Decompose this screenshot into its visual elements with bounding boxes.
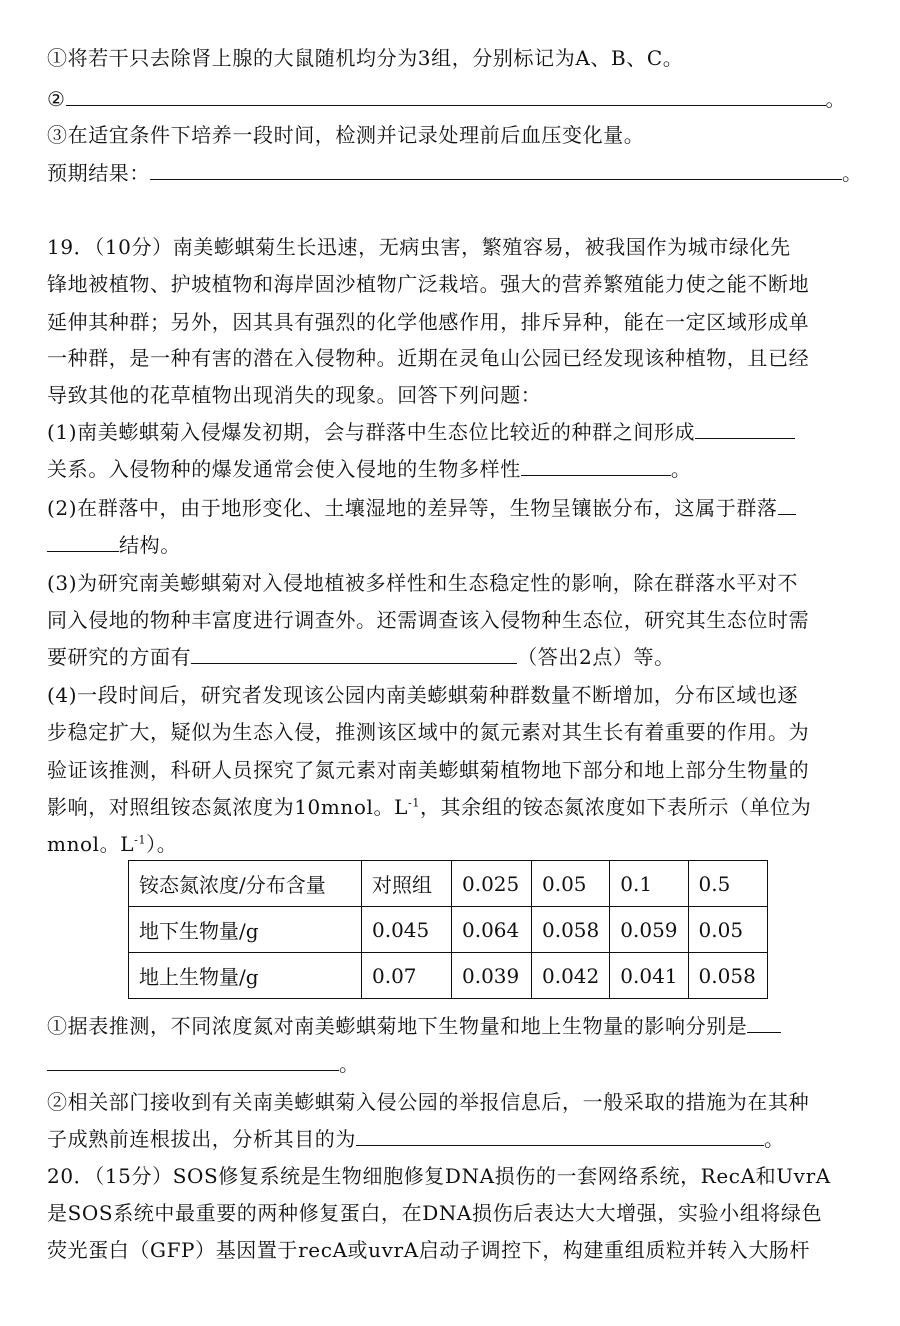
q19-part4-line3: 验证该推测，科研人员探究了氮元素对南美蟛蜞菊植物地下部分和地上部分生物量的 [47, 758, 810, 782]
q18-result-prefix: 预期结果： [47, 161, 150, 185]
q19-part1-text: (1)南美蟛蜞菊入侵爆发初期，会与群落中生态位比较近的种群之间形成 [47, 420, 696, 444]
q19-intro-line-2: 锋地被植物、护坡植物和海岸固沙植物广泛栽培。强大的营养繁殖能力使之能不断地 [47, 272, 810, 296]
q18-result-suffix: 。 [842, 161, 863, 185]
q19-part3-line3-prefix: 要研究的方面有 [47, 645, 192, 669]
q19-part3-line1: (3)为研究南美蟛蜞菊对入侵地植被多样性和生态稳定性的影响，除在群落水平对不 [47, 571, 799, 595]
table-cell: 0.064 [452, 907, 532, 953]
q19-intro-line-3: 延伸其种群；另外，因其具有强烈的化学他感作用，排斥异种，能在一定区域形成单 [47, 310, 810, 334]
table-header-cell: 0.05 [532, 861, 610, 907]
q19-sub1-text: ①据表推测，不同浓度氮对南美蟛蜞菊地下生物量和地上生物量的影响分别是 [47, 1014, 748, 1038]
q19-intro-line-1: 19．（10分）南美蟛蜞菊生长迅速，无病虫害，繁殖容易，被我国作为城市绿化先 [47, 235, 791, 259]
q19-part4-line4-b: ，其余组的铵态氮浓度如下表所示（单位为 [419, 795, 812, 819]
q19-part2-answer-blank[interactable] [47, 531, 119, 552]
q19-part2-line2 [47, 531, 181, 559]
q19-part4-line5-exponent: -1 [134, 833, 147, 847]
table-header-cell: 0.025 [452, 861, 532, 907]
q20-line-2: 是SOS系统中最重要的两种修复蛋白，在DNA损伤后表达大大增强，实验小组将绿色 [47, 1201, 823, 1225]
q19-sub1-line2 [47, 1050, 360, 1078]
q19-part2-line2-suffix: 结构。 [119, 533, 181, 557]
q19-intro-line-5: 导致其他的花草植物出现消失的现象。回答下列问题： [47, 383, 542, 407]
table-cell: 地下生物量/g [129, 907, 362, 953]
q19-part2-line1 [47, 494, 796, 522]
table-cell: 0.041 [610, 953, 688, 999]
table-cell: 0.039 [452, 953, 532, 999]
table-cell: 0.059 [610, 907, 688, 953]
q19-part4-line5-b: ）。 [146, 832, 178, 856]
q19-part4-line4-a: 影响，对照组铵态氮浓度为10mnol。L [47, 795, 409, 819]
q19-part1-line1 [47, 418, 795, 446]
q19-sub1-line2-suffix: 。 [339, 1052, 360, 1076]
q19-part2-answer-blank-start[interactable] [778, 494, 796, 515]
table-cell: 0.058 [532, 907, 610, 953]
q19-sub1-line1 [47, 1012, 781, 1040]
table-row [129, 907, 768, 953]
q18-step2-suffix: 。 [825, 87, 847, 111]
table-header-cell: 0.5 [688, 861, 767, 907]
table-cell: 0.058 [688, 953, 767, 999]
table-cell: 0.07 [362, 953, 452, 999]
q18-step2-answer-blank[interactable] [66, 85, 826, 106]
q19-intro-line-4: 一种群，是一种有害的潜在入侵物种。近期在灵龟山公园已经发现该种植物，且已经 [47, 346, 810, 370]
q19-sub2-answer-blank[interactable] [356, 1125, 764, 1146]
q19-part4-line4-exponent: -1 [408, 796, 420, 810]
q18-step3: ③在适宜条件下培养一段时间，检测并记录处理前后血压变化量。 [47, 123, 645, 147]
nitrogen-biomass-table [128, 860, 768, 999]
q19-sub2-line2 [47, 1125, 785, 1153]
q19-sub2-line2-prefix: 子成熟前连根拔出，分析其目的为 [47, 1127, 356, 1151]
q19-part3-line3 [47, 643, 675, 671]
q19-part3-line2: 同入侵地的物种丰富度进行调查外。还需调查该入侵物种生态位，研究其生态位时需 [47, 608, 810, 632]
table-row [129, 953, 768, 999]
q20-line-3: 荧光蛋白（GFP）基因置于recA或uvrA启动子调控下，构建重组质粒并转入大肠杆 [47, 1238, 811, 1262]
table-header-cell: 0.1 [610, 861, 688, 907]
q18-step1: ①将若干只去除肾上腺的大鼠随机均分为3组，分别标记为A、B、C。 [47, 46, 684, 70]
q20-line-1: 20．（15分）SOS修复系统是生物细胞修复DNA损伤的一套网络系统，RecA和UvrA [47, 1164, 831, 1188]
q19-sub2-line1: ②相关部门接收到有关南美蟛蜞菊入侵公园的举报信息后，一般采取的措施为在其种 [47, 1090, 810, 1114]
q18-result [47, 159, 863, 187]
q19-part1-line2 [47, 455, 691, 483]
q19-part2-text: (2)在群落中，由于地形变化、土壤湿地的差异等，生物呈镶嵌分布，这属于群落 [47, 496, 778, 520]
table-cell: 地上生物量/g [129, 953, 362, 999]
q19-part1-line2-suffix: 。 [670, 457, 692, 481]
q19-part4-line2: 步稳定扩大，疑似为生态入侵，推测该区域中的氮元素对其生长有着重要的作用。为 [47, 720, 810, 744]
q19-sub1-answer-blank[interactable] [47, 1050, 339, 1071]
q19-part3-line3-suffix: （答出2点）等。 [517, 645, 675, 669]
q19-part1-answer-blank-1[interactable] [695, 418, 795, 439]
table-cell: 0.05 [688, 907, 767, 953]
table-header-cell: 铵态氮浓度/分布含量 [129, 861, 362, 907]
q18-step2-prefix: ② [47, 87, 66, 111]
q19-part4-line4 [47, 793, 811, 821]
q19-part4-line5 [47, 830, 177, 858]
table-cell: 0.045 [362, 907, 452, 953]
q19-part1-answer-blank-2[interactable] [521, 455, 671, 476]
table-cell: 0.042 [532, 953, 610, 999]
q18-step2 [47, 85, 846, 113]
q18-result-answer-blank[interactable] [150, 159, 842, 180]
table-header-cell: 对照组 [362, 861, 452, 907]
q19-part3-answer-blank[interactable] [191, 643, 517, 664]
q19-part4-line5-a: mnol。L [47, 832, 135, 856]
q19-sub2-line2-suffix: 。 [764, 1127, 785, 1151]
q19-part1-line2-prefix: 关系。入侵物种的爆发通常会使入侵地的生物多样性 [47, 457, 521, 481]
q19-sub1-answer-blank-start[interactable] [747, 1012, 781, 1033]
q19-part4-line1: (4)一段时间后，研究者发现该公园内南美蟛蜞菊种群数量不断增加，分布区域也逐 [47, 683, 799, 707]
table-header-row [129, 861, 768, 907]
